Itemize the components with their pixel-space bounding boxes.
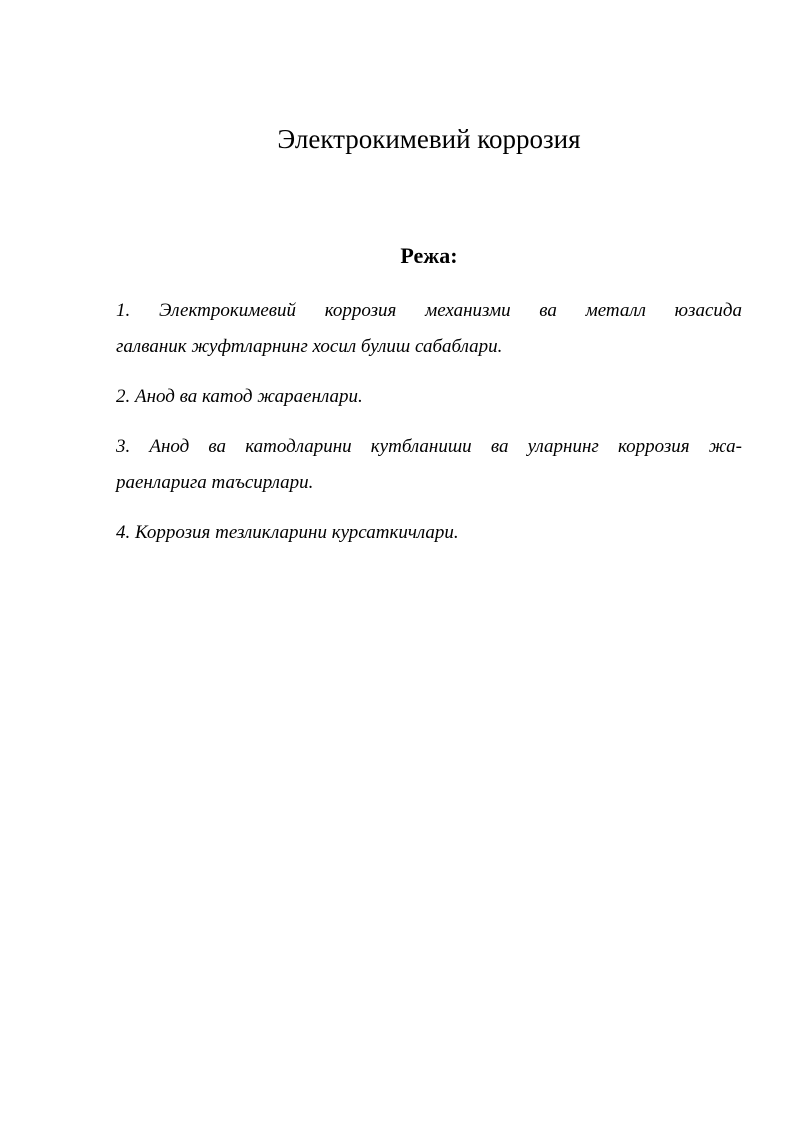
plan-list bbox=[116, 293, 742, 565]
plan-item-1 bbox=[116, 293, 742, 365]
plan-item-4 bbox=[116, 515, 742, 551]
plan-item-3 bbox=[116, 429, 742, 501]
plan-item-1-line-2: галваник жуфтларнинг хосил булиш сабаблари. bbox=[116, 336, 503, 357]
plan-item-2-line-1: 2. Анод ва катод жараенлари. bbox=[116, 386, 363, 407]
plan-item-3-line-2: раенларига таъсирлари. bbox=[116, 472, 314, 493]
page-title: Электрокимевий коррозия bbox=[277, 124, 581, 154]
plan-heading: Режа: bbox=[400, 243, 458, 268]
plan-item-1-line-1: 1. Электрокимевий коррозия механизми ва металл юзасида bbox=[116, 300, 742, 321]
plan-item-2 bbox=[116, 379, 742, 415]
plan-item-3-line-1: 3. Анод ва катодларини кутбланиши ва уларнинг коррозия жа- bbox=[116, 436, 742, 457]
plan-item-4-line-1: 4. Коррозия тезликларини курсаткичлари. bbox=[116, 522, 459, 543]
